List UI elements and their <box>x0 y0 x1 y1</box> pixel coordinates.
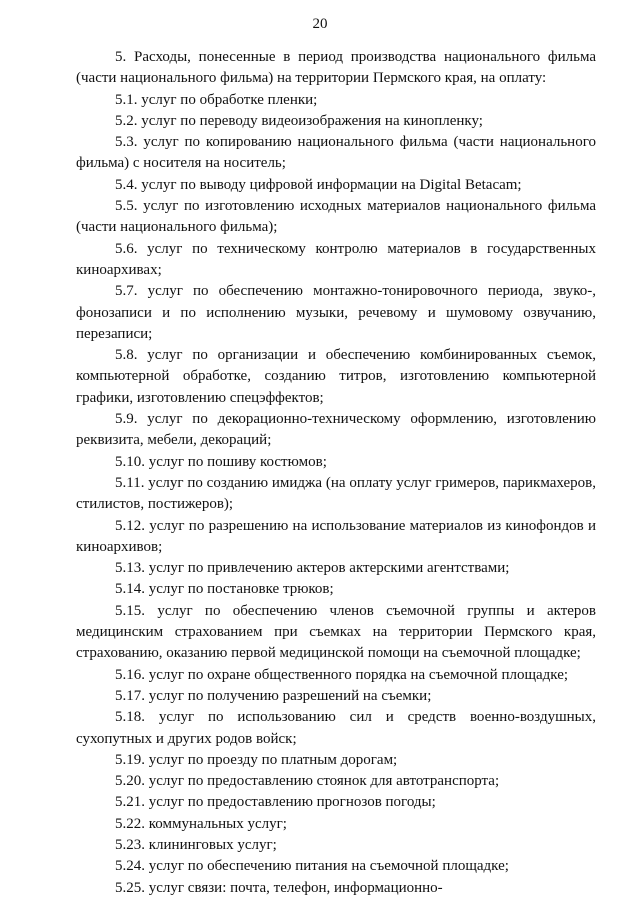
list-item-5-5: 5.5. услуг по изготовлению исходных материалов национального фильма (части национального фильма); <box>76 198 596 236</box>
list-item-5-15: 5.15. услуг по обеспечению членов съемочной группы и актеров медицинским страхованием при съемках на территории Пермского края, страхованию, оказанию первой медицинской помощи на съемочной площадке; <box>76 602 596 662</box>
list-item-5-1: 5.1. услуг по обработке пленки; <box>115 91 318 108</box>
document-body <box>76 47 596 899</box>
list-item-5-2: 5.2. услуг по переводу видеоизображения на кинопленку; <box>115 112 483 129</box>
list-item-5-21: 5.21. услуг по предоставлению прогнозов погоды; <box>115 794 436 811</box>
page-number: 20 <box>312 16 328 32</box>
list-item-5-8: 5.8. услуг по организации и обеспечению комбинированных съемок, компьютерной обработке, созданию титров, изготовлению компьютерной графики, изготовлению спецэффектов; <box>76 347 596 406</box>
list-item-5-11: 5.11. услуг по созданию имиджа (на оплату услуг гримеров, парикмахеров, стилистов, постижеров); <box>76 474 596 513</box>
list-item-5-10: 5.10. услуг по пошиву костюмов; <box>115 453 327 470</box>
list-item-5-25: 5.25. услуг связи: почта, телефон, информационно- <box>115 879 443 896</box>
list-item-5-23: 5.23. клининговых услуг; <box>115 836 277 853</box>
list-item-5-18: 5.18. услуг по использованию сил и средств военно-воздушных, сухопутных и других родов войск; <box>76 709 596 747</box>
list-item-5-13: 5.13. услуг по привлечению актеров актерскими агентствами; <box>115 560 510 577</box>
list-item-5-6: 5.6. услуг по техническому контролю материалов в государственных киноархивах; <box>76 240 596 278</box>
list-item-5-22: 5.22. коммунальных услуг; <box>115 815 287 832</box>
list-item-5-17: 5.17. услуг по получению разрешений на съемки; <box>115 687 432 704</box>
list-item-5-24: 5.24. услуг по обеспечению питания на съемочной площадке; <box>115 858 509 875</box>
list-item-5-16: 5.16. услуг по охране общественного порядка на съемочной площадке; <box>115 666 569 683</box>
list-item-5-7: 5.7. услуг по обеспечению монтажно-тонировочного периода, звуко-, фонозаписи и по исполнению музыки, речевому и шумовому озвучанию, перезаписи; <box>76 283 596 342</box>
list-item-5-9: 5.9. услуг по декорационно-техническому оформлению, изготовлению реквизита, мебели, декораций; <box>76 411 596 449</box>
list-item-5-20: 5.20. услуг по предоставлению стоянок для автотранспорта; <box>115 773 500 790</box>
list-item-5-12: 5.12. услуг по разрешению на использование материалов из кинофондов и киноархивов; <box>76 517 596 555</box>
list-item-5-19: 5.19. услуг по проезду по платным дорогам; <box>115 751 398 768</box>
paragraph-5: 5. Расходы, понесенные в период производства национального фильма (части национального фильма) на территории Пермского края, на оплату: <box>76 49 596 87</box>
list-item-5-4: 5.4. услуг по выводу цифровой информации на Digital Betacam; <box>115 176 522 193</box>
list-item-5-3: 5.3. услуг по копированию национального фильма (части национального фильма) с носителя на носитель; <box>76 134 596 172</box>
list-item-5-14: 5.14. услуг по постановке трюков; <box>115 581 334 598</box>
